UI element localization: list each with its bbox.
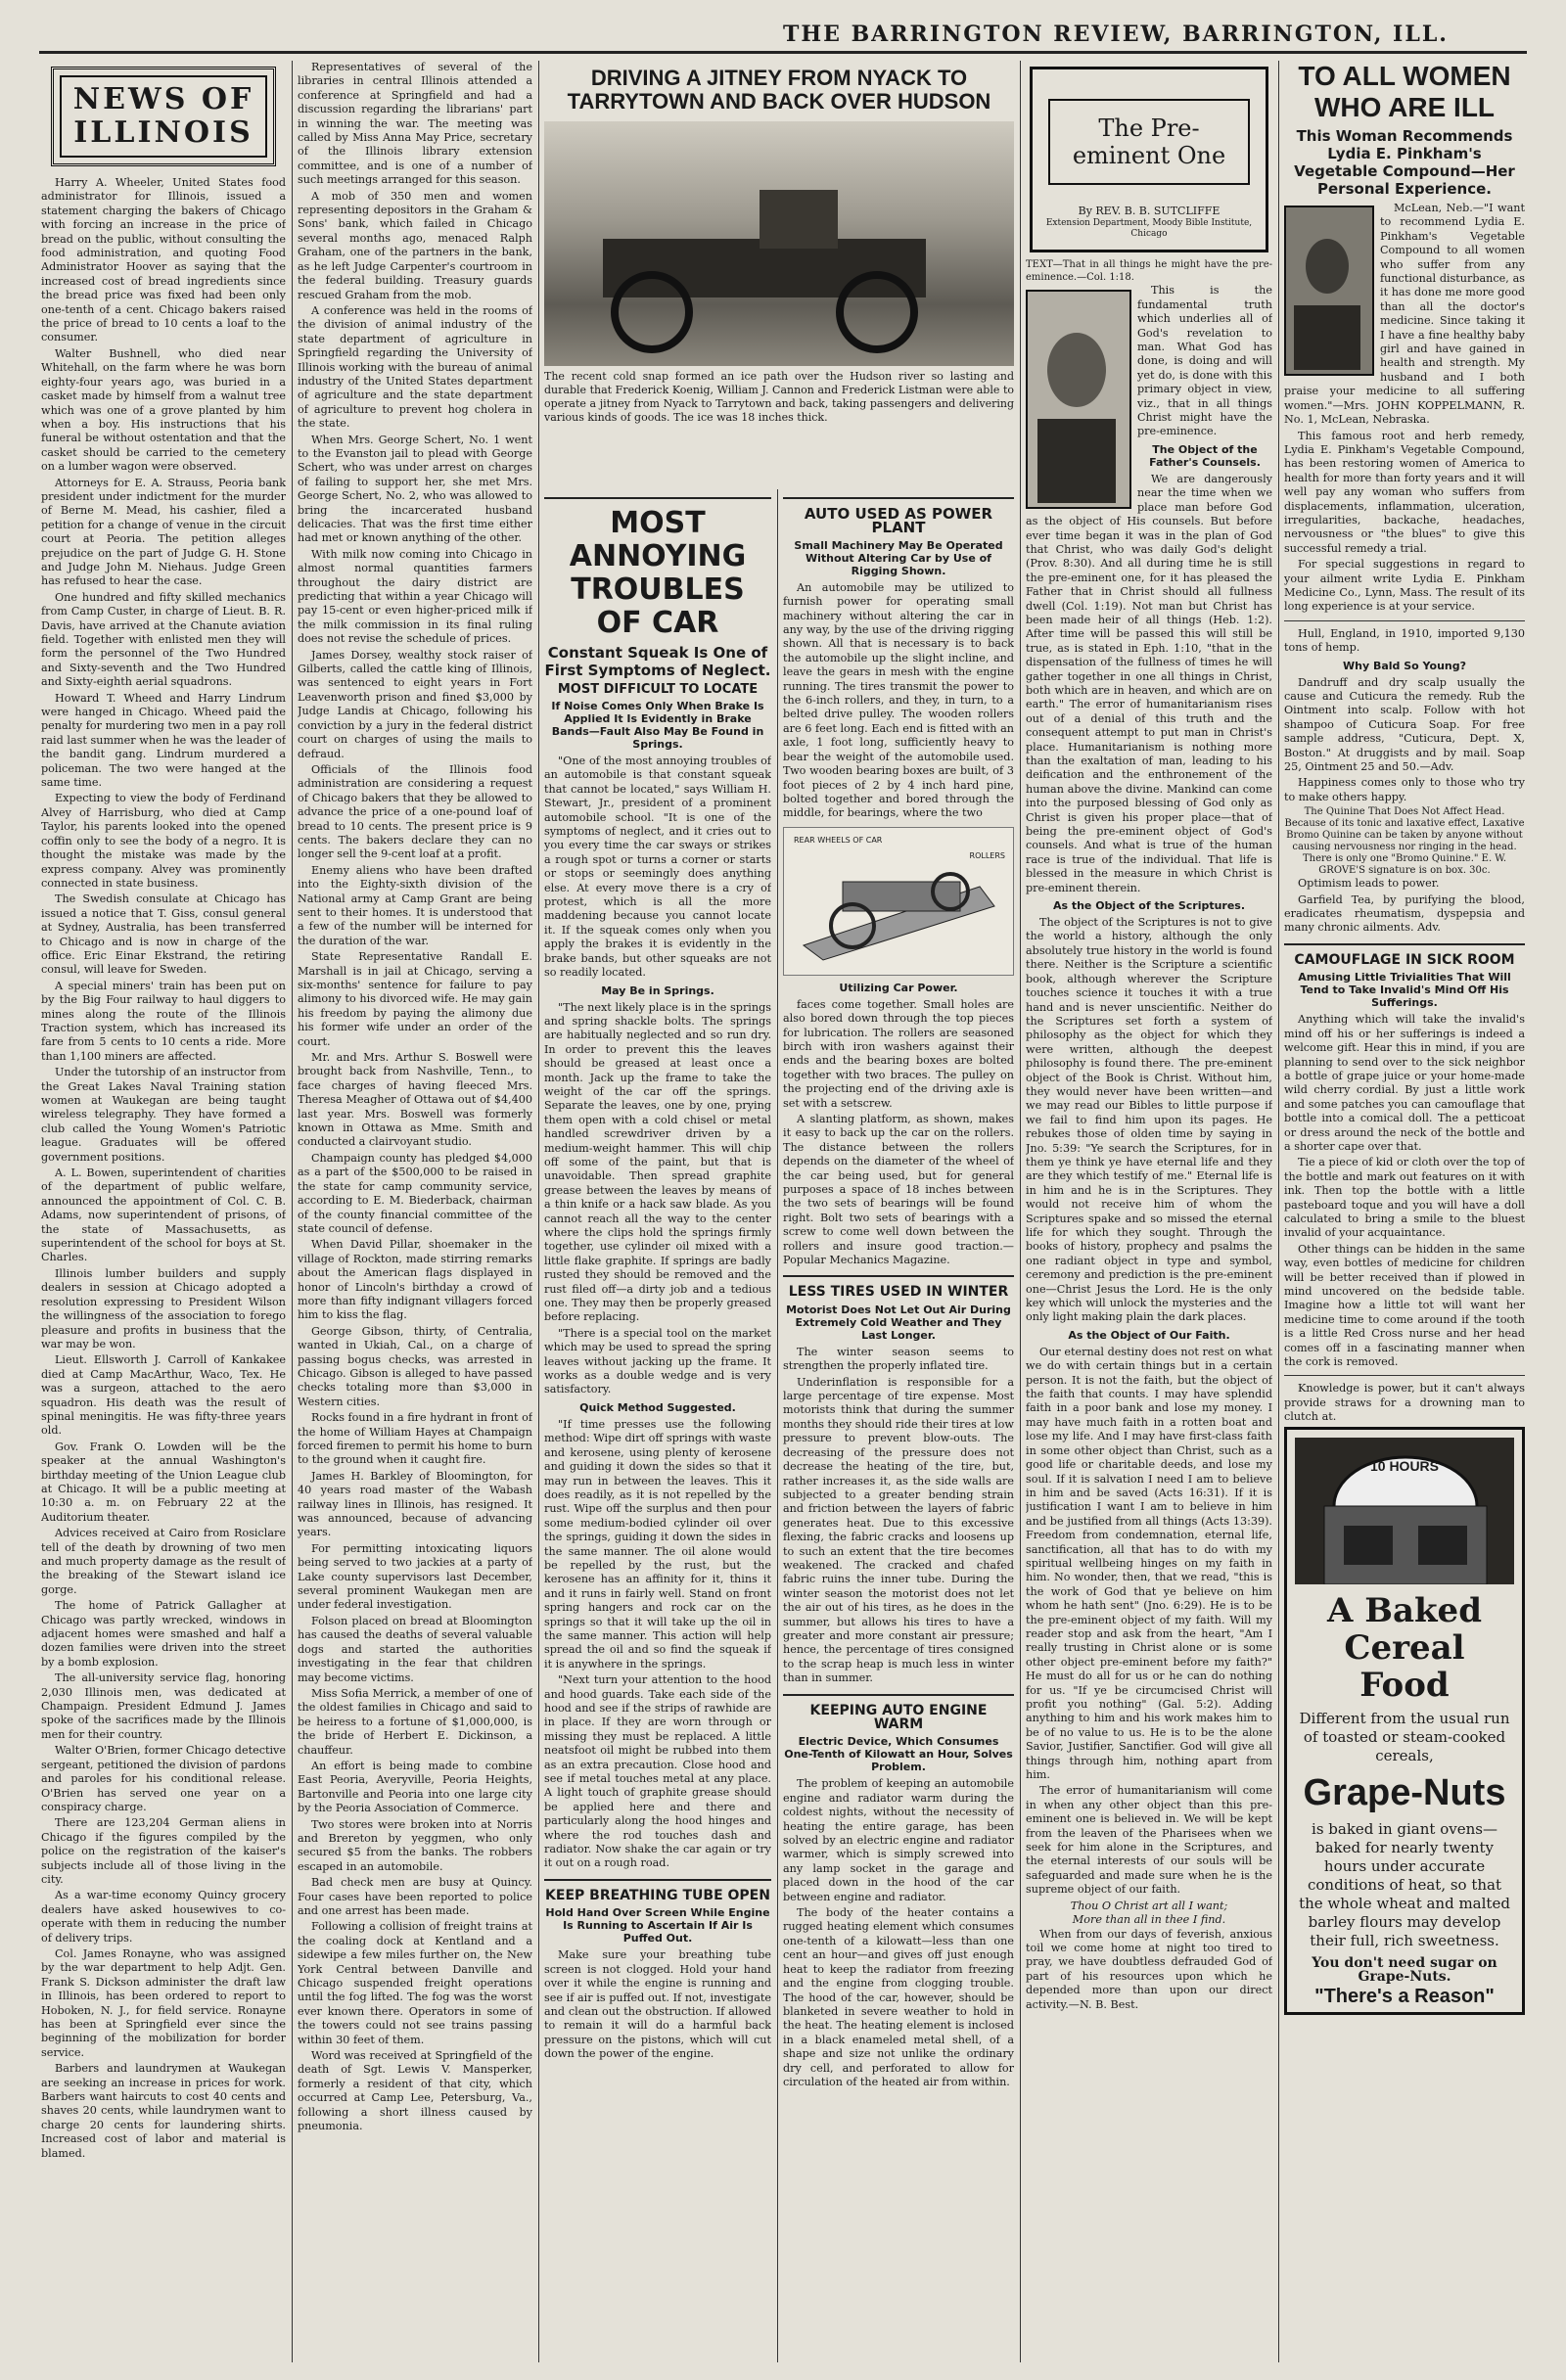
ad-title: A Baked Cereal Food [1327,1590,1482,1705]
paragraph: The body of the heater contains a rugged heating element which consumes one-tenth of a kilowatt—less than one cent an hour—and gives off just enough heat to keep the radiator from freezing and the engine from clogging trouble. The hood of the car, however, should be blanketed in severe weather to hold in the heat. The heating element is inclosed in a black enameled metal shell, of a shape and size not unlike the ordinary dry cell, and perforated to allow for circulation of the heated air from within. [783,1906,1014,2088]
auto-power-deck: Small Machinery May Be Operated Without Altering Car by Use of Rigging Shown. [794,538,1003,577]
pinkham-testimonial-photo [1284,206,1374,376]
subhead-quick-method: Quick Method Suggested. [579,1400,736,1414]
paragraph: James H. Barkley of Bloomington, for 40 years road master of the Wabash railway lines in Illinois, has resigned. It was announced, because of advancing years. [298,1469,532,1539]
ad-line2: is baked in giant ovens—baked for nearly twenty hours under accurate conditions of heat, so that the whole wheat and malted barley flours may develop their full, rich sweetness. [1299,1819,1510,1949]
column-news-continued [298,61,532,2362]
paragraph: McLean, Neb.—"I want to recommend Lydia E. Pinkham's Vegetable Compound to all women who suffer from any functional disturbance, as it has done me more good than all the doctor's medicine. Since taking it I have a fine healthy baby girl and have gained in health and strength. My husband and I both praise your medicine to all suffering women."—Mrs. JOHN KOPPELMANN, R. No. 1, McLean, Nebraska. [1284,202,1525,427]
paragraph: James Dorsey, wealthy stock raiser of Gilberts, called the cattle king of Illinois, was sentenced to eight years in Fort Leavenworth prison and fined $3,000 by Judge Landis at Chicago, following his conviction by a jury in the federal district court on charges of using the mails to defraud. [298,648,532,760]
paragraph: Officials of the Illinois food administration are considering a request of Chicago bakers that they be allowed to advance the price of a one-pound loaf of bread to 10 cents. The present price is 9 cents. The bakers declare they can no longer sell the 9-cent loaf at a profit. [298,762,532,861]
oven-clock-illustration [1295,1438,1514,1584]
subhead-may-be-in-springs: May Be in Springs. [601,984,714,997]
snippet-garfield-tea: Garfield Tea, by purifying the blood, eradicates rheumatism, dyspepsia and many chronic ailments. Adv. [1284,892,1525,935]
paragraph: Representatives of several of the libraries in central Illinois attended a conference at Springfield and had a discussion regarding the librarians' part in winning the war. The meeting was called by Miss Anna May Price, secretary of the Illinois library extension committee, and is one of a number of such meetings arranged for this season. [298,61,532,187]
auto-power-headline: AUTO USED AS POWER PLANT [804,505,993,537]
column-sermon [1026,61,1272,2362]
paragraph: The Swedish consulate at Chicago has issued a notice that T. Giss, consul general at Sydney, Australia, has been transferred to Chicago and is now in charge of the office. Eric Einar Ekstrand, the retiring consul, will leave for Sweden. [41,892,286,977]
snippet-optimism: Optimism leads to power. [1298,877,1440,891]
paragraph: Bad check men are busy at Quincy. Four cases have been reported to police and one arrest has been made. [298,1876,532,1917]
paragraph: Underinflation is responsible for a large percentage of tire expense. Most motorists think that during the summer months they should ride their tires at low pressure to prevent blow-outs. The decreasing of the pressure does not decrease the heating of the tire, but, rather increases it, as the side walls are subjected to a greater bending strain and friction between the layers of fabric generates heat. Due to this excessive flexing, the fabric cracks and loosens up to such an extent that the tire becomes weakened. The cracked and chafed fabric ruins the inner tube. During the winter season the motorist does not let the air out of his tires, as he does in the summer, but allows his tires to have a greater and more constant air pressure; hence, the percentage of tires consigned to the scrap heap is much less in winter than in summer. [783,1375,1014,1685]
paragraph: There are 123,204 German aliens in Chicago if the figures compiled by the police on the registration of the kaiser's subjects include all of those living in the city. [41,1816,286,1886]
column-car-troubles [544,489,771,2362]
paragraph: The error of humanitarianism will come in when any other object than this pre-eminent one is believed in. We will be kept from the leaven of the Pharisees when we seek for him alone in the Scriptures, and the eternal interests of our souls will be safeguarded and made sure when he is the supreme object of our faith. [1026,1784,1272,1897]
pinkham-deck: This Woman Recommends Lydia E. Pinkham's Vegetable Compound—Her Personal Experience. [1294,127,1515,198]
paragraph: The object of the Scriptures is not to give the world a history, although the only absolutely true history in the world is found there. Neither is the Scripture a scientific book, although wherever the Scripture touches science it touches it with a true hand and is never unscientific. Neither do the Scriptures set forth a system of philosophy as the object for which they were written, although the deepest philosophy is found there. The pre-eminent object of the Book is Christ. Without him, they would never have been written—and we may read our Bibles to little purpose if we fail to find him upon its pages. He rebukes those of olden time by saying in Jno. 5:39: "Ye search the Scriptures, for in them ye think ye have eternal life and they are they which testify of me." Eternal life is in him and he is in the Scriptures. They would not receive him of whom the Scriptures spake and so missed the eternal life for which they sought. Through the books of history, prophecy and psalms the one radiant object in type and symbol, ceremony and prediction is the pre-eminent one—Christ Jesus the Lord. He is the only key which will unlock the mysteries and the only light making plain the dark places. [1026,916,1272,1324]
car-troubles-deck3: If Noise Comes Only When Brake Is Applied It Is Evidently in Brake Bands—Fault Also May Be Found in Springs. [551,700,764,751]
breathing-tube-headline: KEEP BREATHING TUBE OPEN [545,1887,770,1903]
paragraph: When from our days of feverish, anxious toil we come home at night too tired to pray, we have doubtless defrauded God of part of his resources upon which he depended more than upon our direct activity.—N. B. Best. [1026,1927,1272,2011]
car-troubles-headline: MOST ANNOYING TROUBLES OF CAR [569,506,747,640]
verse-line-1: Thou O Christ art all I want; [1070,1899,1228,1912]
paragraph: Walter Bushnell, who died near Whitehall, on the farm where he was born eighty-four years ago, was buried in a casket made by himself from a walnut tree which was one of a grove planted by him when a boy. His instructions that his funeral be without ostentation and that the casket should be carried to the cemetery on a lumber wagon were observed. [41,346,286,474]
paragraph: Illinois lumber builders and supply dealers in session at Chicago adopted a resolution expressing to President Wilson the willingness of the association to forego pleasure and profits in business that the war may be won. [41,1266,286,1350]
paragraph: "There is a special tool on the market which may be used to spread the spring leaves without jacking up the frame. It works as a double wedge and is very satisfactory. [544,1326,771,1396]
paragraph: The all-university service flag, honoring 2,030 Illinois men, was dedicated at Champaign. President Edmund J. James spoke of the sacrifices made by the Illinois men for their country. [41,1671,286,1741]
ad-slogan: "There's a Reason" [1314,1986,1495,2008]
paragraph: "One of the most annoying troubles of an automobile is that constant squeak that cannot be located," says William H. Stewart, Jr., president of a prominent automobile school. "It is one of the symptoms of neglect, and it cries out to you every time the car sways or strikes a rough spot or turns a corner or starts or stops or seemingly does anything else. At every move there is a cry of protest, which is all the more maddening because you cannot locate it. If the squeak comes only when you apply the brakes it is evidently in the brake bands, but other squeaks are not so readily located. [544,755,771,980]
camouflage-headline: CAMOUFLAGE IN SICK ROOM [1294,951,1515,968]
pinkham-headline: TO ALL WOMEN WHO ARE ILL [1298,61,1511,122]
paragraph: This is the fundamental truth which underlies all of God's revelation to man. What God has done, is doing and will yet do, is done with this primary object in view, viz., that in all things Christ might have the pre-eminence. [1137,284,1272,438]
less-tires-deck: Motorist Does Not Let Out Air During Extremely Cold Weather and They Last Longer. [786,1303,1011,1342]
jitney-photo [544,121,1014,366]
paragraph: With milk now coming into Chicago in almost normal quantities farmers throughout the dairy district are predicting that within a year Chicago will pay 15-cent or even higher-priced milk if the milk commission in its final ruling does not revise the schedule of prices. [298,547,532,646]
paragraph: faces come together. Small holes are also bored down through the top pieces for lubrication. The rollers are seasoned birch with iron washers against their ends and the bearing boxes are bolted together with two braces. The pulley on the projecting end of the driving axle is set with a setscrew. [783,997,1014,1110]
paragraph: Anything which will take the invalid's mind off his or her sufferings is indeed a welcome gift. Hear this in mind, if you are planning to send over to the sick neighbor a bottle of grape juice or your home-made wild cherry cordial. By just a little work and some patches you can camouflage that bottle into a comical doll. The a petticoat or dress around the neck of the bottle and a shorter cape over that. [1284,1013,1525,1153]
paragraph: Other things can be hidden in the same way, even bottles of medicine for children will be better received than if plowed in mind uncovered on the bedside table. Imagine how a little tot will want her medicine time to come around if the tooth is a little Red Cross nurse and her head comes off in a fascinating manner when the cork is removed. [1284,1242,1525,1369]
car-power-figure [783,827,1014,976]
subhead-fathers-counsels: The Object of the Father's Counsels. [1149,442,1261,469]
paragraph: Attorneys for E. A. Strauss, Peoria bank president under indictment for the murder of Berne M. Mead, his cashier, filed a petition for a change of venue in the circuit court at Peoria. The petition alleges prejudice on the part of Judge G. H. Stone and Judge John M. Niehaus. Judge Green has refused to hear the case. [41,476,286,588]
paragraph: Lieut. Ellsworth J. Carroll of Kankakee died at Camp MacArthur, Waco, Tex. He was a surgeon, attached to the aero squadron. His death was the result of spinal meningitis. He was fifty-three years old. [41,1353,286,1438]
column-ads [1284,61,1525,2362]
fig-label-rollers: ROLLERS [969,850,1005,860]
paragraph: "The next likely place is in the springs and spring shackle bolts. The springs are habitually neglected and so run dry. In order to prevent this the leaves should be greased at least once a month. Jack up the frame to take the weight of the car off the springs. Separate the leaves, one by one, prying them open with a cold chisel or metal handled screwdriver driven by a medium-weight hammer. This will chip off some of the paint, but that is unavoidable. Then spread graphite grease between the leaves by means of a thin knife or a hack saw blade. As you cannot reach all the way to the center where the clips hold the springs firmly together, use cylinder oil mixed with a little flake graphite. If springs are badly rusted they should be removed and the rust filed off—a dirty job and a tedious one. They may then be properly greased before replacing. [544,1000,771,1324]
paragraph: A special miners' train has been put on by the Big Four railway to haul diggers to mines along the route of the Illinois Traction system, which has increased its fare from 5 cents to 10 cents a ride. More than 1,100 miners are affected. [41,979,286,1063]
paragraph: Champaign county has pledged $4,000 as a part of the $500,000 to be raised in the state for camp community service, according to E. M. Biederback, chairman of the county financial committee of the state council of defense. [298,1151,532,1235]
paragraph: Tie a piece of kid or cloth over the top of the bottle and mark out features on it with ink. Then top the bottle with a little pasteboard toque and you will have a doll calculated to bring a smile to the bluest invalid of your acquaintance. [1284,1156,1525,1240]
engine-warm-deck: Electric Device, Which Consumes One-Tenth of Kilowatt an Hour, Solves Problem. [784,1735,1013,1774]
preacher-portrait [1026,290,1131,509]
paragraph: Howard T. Wheed and Harry Lindrum were hanged in Chicago. Wheed paid the penalty for murdering two men in a pay roll raid last summer when he was the leader of the bandit gang. Lindrum murdered a policeman. The two were hanged at the same time. [41,691,286,790]
paragraph: Mr. and Mrs. Arthur S. Boswell were brought back from Nashville, Tenn., to face charges of having fleeced Mrs. Theresa Meagher of Ottawa out of $4,400 last year. Mrs. Boswell was formerly known in Ottawa as Mme. Smith and conducted a clairvoyant studio. [298,1051,532,1149]
paragraph: Two stores were broken into at Norris and Brereton by yeggmen, who only secured $5 from the banks. The robbers escaped in an automobile. [298,1817,532,1873]
paragraph: Following a collision of freight trains at the coaling dock at Kentland and a sidewipe a few miles further on, the New York Central between Danville and Chicago suspended freight operations until the fog lifted. The fog was the worst ever known there. Operators in some of the towers could not see trains passing within 30 feet of them. [298,1920,532,2046]
col1-articles [41,176,286,2161]
paragraph: An effort is being made to combine East Peoria, Averyville, Peoria Heights, Bartonville and Peoria into one large city by the Peoria Association of Commerce. [298,1759,532,1815]
paragraph: Harry A. Wheeler, United States food administrator for Illinois, issued a statement charging the bakers of Chicago with forcing an increase in the price of bread on the public, without consulting the food administration, and quoting Food Administrator Hoover as saying that the increased cost of bread ingredients since the bread price was fixed had been only one-tenth of a cent. Chicago bakers raised the price of bread to 10 cents a loaf to the consumer. [41,176,286,344]
subhead-object-of-scriptures: As the Object of the Scriptures. [1052,899,1246,913]
engine-warm-headline: KEEPING AUTO ENGINE WARM [809,1702,988,1732]
column-news-of-illinois [41,61,286,2362]
grape-nuts-brand: Grape-Nuts [1303,1771,1506,1813]
paragraph: When David Pillar, shoemaker in the village of Rockton, made stirring remarks about the American flags displayed in honor of Lincoln's birthday a crowd of more than fifty indignant villagers forced him to kiss the flag. [298,1238,532,1322]
paragraph: "Next turn your attention to the hood and hood guards. Take each side of the hood and see if the strips of rawhide are in place. If they are worn through or missing they must be replaced. A little neatsfoot oil might be rubbed into them as an extra precaution. Close hood and see if metal touches metal at any place. A light touch of graphite grease should be applied here and there and particularly along the hood hinges and where the rod touches dash and radiator. Now shake the car again or try it out on a rough road. [544,1673,771,1870]
news-of-illinois-header: NEWS OF ILLINOIS [51,67,276,166]
cuticura-headline: Why Bald So Young? [1343,659,1466,672]
woman-portrait-illustration [1286,207,1368,370]
clock-hours-label: 10 HOURS [1369,1457,1440,1474]
paragraph: Col. James Ronayne, who was assigned by the war department to help Adjt. Gen. Frank S. Dickson administer the draft law in Illinois, has been ordered to report to Hoboken, N. J., for field service. Ronayne has been at Springfield ever since the beginning of the mobilization for border service. [41,1946,286,2059]
grape-nuts-ad [1284,1427,1525,2015]
paragraph: The winter season seems to strengthen the properly inflated tire. [783,1345,1014,1373]
paragraph: Gov. Frank O. Lowden will be the speaker at the annual Washington's birthday meeting of the Union League club at Chicago. It will be a public meeting at 10:30 a. m. on February 22 at the Auditorium theater. [41,1440,286,1524]
paragraph: When Mrs. George Schert, No. 1 went to the Evanston jail to plead with George Schert, who was under arrest on charges of failing to support her, she met Mrs. George Schert, No. 2, who was allowed to bring the incarcerated husband delicacies. That was the first time either had met or known anything of the other. [298,433,532,545]
paragraph: One hundred and fifty skilled mechanics from Camp Custer, in charge of Lieut. B. R. Davis, have arrived at the Chanute aviation field. Together with enlisted men they will form the personnel of the Two Hundred and Sixty-seventh and the Two Hundred and Sixty-eighth aerial squadrons. [41,590,286,689]
paragraph: An automobile may be utilized to furnish power for operating small machinery without altering the car in any way, by the use of the driving rigging shown. All that is necessary is to back the automobile up the slight incline, and leave the gears in mesh with the engine running. The tires transmit the power to the 6-inch rollers, and they, in turn, to a belted drive pulley. The wooden rollers are 6 feet long. Each end is fitted with an axle, 1 foot long, sufficiently heavy to bear the weight of the automobile used. Two wooden bearing boxes are built, of 3 foot pieces of 2 by 4 inch hard pine, bolted together and bored through the middle, for bearings, where the two [783,580,1014,820]
fig-label-rear-wheels: REAR WHEELS OF CAR [794,835,883,845]
sermon-byline: By REV. B. B. SUTCLIFFE [1078,205,1221,217]
car-troubles-deck1: Constant Squeak Is One of First Symptoms of Neglect. [544,644,771,679]
sermon-text-label: TEXT—That in all things he might have the pre-eminence.—Col. 1:18. [1026,259,1272,284]
paragraph: As a war-time economy Quincy grocery dealers have asked housewives to co-operate with them in reducing the number of delivery trips. [41,1889,286,1945]
sermon-affiliation: Extension Department, Moody Bible Institute, Chicago [1045,218,1253,240]
snippet-hull: Hull, England, in 1910, imported 9,130 tons of hemp. [1284,626,1525,655]
paragraph: The home of Patrick Gallagher at Chicago was partly wrecked, windows in adjacent homes were smashed and half a dozen families were driven into the street by a bomb explosion. [41,1599,286,1669]
paragraph: Expecting to view the body of Ferdinand Alvey of Harrisburg, who died at Camp Taylor, his parents looked into the opened coffin only to see the body of a negro. It is thought the mistake was made by the express company. Alvey was prominently connected in state business. [41,792,286,890]
paragraph: A conference was held in the rooms of the division of animal industry of the state department of agriculture in Springfield regarding the University of Illinois working with the bureau of animal industry of the United States department of agriculture and the state department of agriculture to prevent hog cholera in the state. [298,303,532,431]
paragraph: Walter O'Brien, former Chicago detective sergeant, petitioned the division of pardons and paroles for his conditional release. O'Brien has served one year on a conspiracy charge. [41,1744,286,1813]
jitney-headline: DRIVING A JITNEY FROM NYACK TO TARRYTOWN AND BACK OVER HUDSON [567,66,991,114]
jitney-story [544,61,1014,472]
subhead-object-of-faith: As the Object of Our Faith. [1068,1328,1230,1342]
paragraph: Dandruff and dry scalp usually the cause and Cuticura the remedy. Rub the Ointment into scalp. Follow with hot shampoo of Cuticura Soap. For free sample address, "Cuticura, Dept. X, Boston." At druggists and by mail. Soap 25, Ointment 25 and 50.—Adv. [1284,675,1525,774]
snippet-knowledge: Knowledge is power, but it can't always provide straws for a drowning man to clutch at. [1284,1382,1525,1424]
jitney-caption: The recent cold snap formed an ice path over the Hudson river so lasting and durable that Frederick Koenig, William J. Cannon and Frederick Listman were able to operate a jitney from Nyack to Tarrytown and back, taking passengers and delivering various kinds of goods. The ice was 18 inches thick. [544,370,1014,424]
paragraph: George Gibson, thirty, of Centralia, wanted in Ukiah, Cal., on a charge of passing bogus checks, was arrested in Chicago. Gibson is alleged to have passed checks totaling more than $3,000 in Western cities. [298,1324,532,1408]
jitney-car-illustration [544,121,1014,366]
paragraph: We are dangerously near the time when we place man before God as the object of His counsels. But before ever time began it was in the plan of God that Christ, who was daily God's delight (Prov. 8:30). And all during time he is still the pre-eminent one, for it has pleased the Father that in Christ should all fullness dwell (Col. 1:19). Not man but Christ has been made heir of all things (Heb. 1:2). After time will be passed this will still be true, as is stated in Eph. 1:10, "that in the dispensation of the fullness of times he will gather together in one all things in Christ, both which are in heaven, and which are on earth." The error of humanitarianism rises out of a denial of this truth and the consequent attempt to put man in Christ's place. Humanitarianism is nothing more than the exaltation of man, leading to his deification and the enthronement of the human above the divine. Mankind can come into the purposed blessing of God only as Christ is given his proper place—that of being the pre-eminent object of God's counsels. And what is true of the human race is true of the individual. That life is blessed in the measure in which Christ is pre-eminent therein. [1026,472,1272,894]
paragraph: This famous root and herb remedy, Lydia E. Pinkham's Vegetable Compound, has been restoring women of America to health for more than forty years and it will well pay any woman who suffers from displacements, inflammation, ulceration, irregularities, backache, headaches, nervousness or "the blues" to give this successful remedy a trial. [1284,429,1525,555]
snippet-happiness: Happiness comes only to those who try to make others happy. [1284,776,1525,803]
paragraph: Enemy aliens who have been drafted into the Eighty-sixth division of the National army at Camp Grant are being sent to their homes. It is understood that a few of the number will be interned for the duration of the war. [298,863,532,947]
masthead-title: THE BARRINGTON REVIEW, BARRINGTON, ILL. [783,22,1449,47]
sermon-title-box [1030,67,1268,252]
paragraph: A slanting platform, as shown, makes it easy to back up the car on the rollers. The distance between the rollers depends on the diameter of the wheel of the car being used, but for general purposes a space of 18 inches between the two sets of bearings will be found right. Bolt two sets of bearings with a screw to come well down between the rollers and insure good traction.—Popular Mechanics Magazine. [783,1112,1014,1267]
paragraph: Barbers and laundrymen at Waukegan are seeking an increase in prices for work. Barbers want haircuts to cost 40 cents and shaves 20 cents, while laundrymen want to charge 20 cents for laundering shirts. Increased cost of labor and material is blamed. [41,2062,286,2160]
paragraph: Word was received at Springfield of the death of Sgt. Lewis V. Mansperker, formerly a resident of that city, which occurred at Camp Lee, Petersburg, Va., following a short illness caused by pneumonia. [298,2049,532,2133]
paragraph: The problem of keeping an automobile engine and radiator warm during the coldest nights, without the necessity of heating the entire garage, has been solved by an electric engine and radiator warmer, which is simply screwed into any lamp socket in the garage and placed down in the hood of the car between engine and radiator. [783,1777,1014,1903]
sermon-title: The Pre-eminent One [1048,99,1250,185]
paragraph: A. L. Bowen, superintendent of charities of the department of public welfare, announced the appointment of Col. C. B. Adams, now superintendent of prisons, of the state of Massachusetts, as superintendent of the school for boys at St. Charles. [41,1167,286,1264]
verse-line-2: More than all in thee I find. [1072,1913,1226,1927]
paragraph: Miss Sofia Merrick, a member of one of the oldest families in Chicago and said to be heiress to a fortune of $1,000,000, is the bride of Herbert E. Dickinson, a chauffeur. [298,1686,532,1757]
camouflage-deck: Amusing Little Trivialities That Will Tend to Take Invalid's Mind Off His Sufferings. [1298,971,1511,1010]
car-troubles-deck2: MOST DIFFICULT TO LOCATE [557,682,759,697]
paragraph: Make sure your breathing tube screen is not clogged. Hold your hand over it while the engine is running and see if air is puffed out. If not, investigate and clean out the obstruction. If allowed to remain it will do a harmful back pressure on the pistons, which will cut down the power of the engine. [544,1948,771,2061]
ad-line1: Different from the usual run of toasted or steam-cooked cereals, [1299,1709,1510,1764]
portrait-illustration [1028,292,1126,503]
column-auto-power [783,489,1014,2362]
masthead [39,18,1527,54]
car-power-figure-caption: Utilizing Car Power. [839,981,958,994]
col2-articles [298,61,532,2134]
breathing-tube-deck: Hold Hand Over Screen While Engine Is Running to Ascertain If Air Is Puffed Out. [545,1906,770,1945]
paragraph: Folson placed on bread at Bloomington has caused the deaths of several valuable dogs and started the authorities investigating in the fear that children may become victims. [298,1614,532,1684]
paragraph: Advices received at Cairo from Rosiclare tell of the death by drowning of two men and much property damage as the result of the breaking of the Stewart island ice gorge. [41,1527,286,1596]
paragraph: "If time presses use the following method: Wipe dirt off springs with waste and kerosene, using plenty of kerosene and guiding it down the sides so that it may run in between the leaves. This it does readily, as it is not repelled by the rust. Wipe off the surplus and then pour some medium-bodied cylinder oil over the springs, guiding it down the sides in the same manner. The oil alone would be repelled by the rust, but the kerosene has an affinity for it, thins it and it runs in fairly well. Stand on front spring hangers and rock car on the springs so that it will take up the oil in the same manner. This action will help spread the oil and so find the squeak if it is anywhere in the springs. [544,1417,771,1671]
paragraph: Our eternal destiny does not rest on what we do with certain things but in a certain person. It is not the faith, but the object of the faith that counts. I may have splendid faith in a poor bank and lose my money. I may have much faith in a rotten boat and lose my life. And I may have first-class faith in some other object than Christ, such as a good life or charitable deeds, and lose my soul. If it is salvation I need I am to believe in him and be saved (Acts 16:31). If it is justification I want I am to believe in him and be justified from all things (Acts 13:39). Freedom from condemnation, eternal life, sanctification, all that has to do with my spiritual wellbeing hinges on my faith in him. No wonder, then, that we read, "this is the work of God that ye believe on him whom he hath sent" (Jno. 6:29). He is to be the pre-eminent object of my faith. Will my reader stop and ask from the heart, "Am I really trusting in Christ alone or is some other object pre-eminent before my faith?" He must do all for us or he can do nothing for us. "If ye be circumcised Christ will profit you nothing" (Gal. 5:2). Adding anything to him and his work makes him to be of no value to us. He is to be the alone Savior, Justifier, Sanctifier. God will give all things through him, nothing apart from him. [1026,1345,1272,1782]
paragraph: A mob of 350 men and women representing depositors in the Graham & Sons' bank, which failed in Chicago several months ago, menaced Ralph Graham, one of the partners in the bank, as he left Judge Carpenter's courtroom in the federal building. Treasury guards rescued Graham from the mob. [298,189,532,301]
paragraph: For special suggestions in regard to your ailment write Lydia E. Pinkham Medicine Co., Lynn, Mass. The result of its long experience is at your service. [1284,558,1525,614]
paragraph: State Representative Randall E. Marshall is in jail at Chicago, serving a six-months' sentence for failure to pay alimony to his divorced wife. He may gain his freedom by paying the alimony due his former wife under an order of the court. [298,950,532,1048]
less-tires-headline: LESS TIRES USED IN WINTER [788,1284,1009,1301]
paragraph: Rocks found in a fire hydrant in front of the home of William Hayes at Champaign forced firemen to permit his home to burn to the ground when it caught fire. [298,1411,532,1467]
ad-line3: You don't need sugar on Grape-Nuts. [1312,1954,1497,1986]
bromo-quinine-ad: The Quinine That Does Not Affect Head. Because of its tonic and laxative effect, Laxative Bromo Quinine can be taken by anyone without causing nervousness nor ringing in the head. There is only one "Bromo Quinine." E. W. GROVE'S signature is on box. 30c. [1284,806,1525,877]
paragraph: For permitting intoxicating liquors being served to two jackies at a party of Lake county supervisors last December, several prominent Waukegan men are under federal investigation. [298,1541,532,1612]
paragraph: Under the tutorship of an instructor from the Great Lakes Naval Training station women at Waukegan are being taught wireless telegraphy. They have formed a club called the Young Women's Patriotic league. Graduates will be offered government positions. [41,1066,286,1164]
